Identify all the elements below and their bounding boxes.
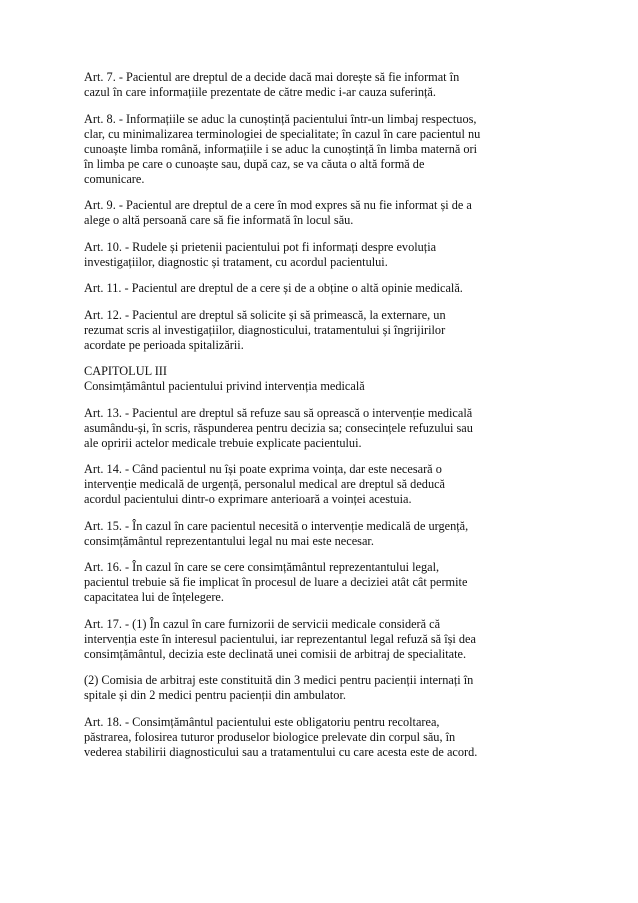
text-line: capacitatea lui de înțelegere.	[84, 590, 224, 604]
text-line: Art. 18. - Consimțământul pacientului este obligatoriu pentru recoltarea,	[84, 714, 440, 729]
text-line: Art. 14. - Când pacientul nu își poate exprima voința, dar este necesară o	[84, 462, 442, 476]
article-paragraph	[84, 715, 556, 760]
text-line: Consimțământul pacientului privind intervenția medicală	[84, 379, 365, 393]
text-line: Art. 15. - În cazul în care pacientul necesită o intervenție medicală de urgență,	[84, 518, 469, 533]
article-paragraph	[84, 308, 556, 353]
text-line: Art. 10. - Rudele și prietenii pacientului pot fi informați despre evoluția	[84, 239, 437, 254]
text-line: investigațiilor, diagnostic și tratament, cu acordul pacientului.	[84, 254, 388, 269]
text-line: CAPITOLUL III	[84, 364, 167, 378]
text-line: asumându-și, în scris, răspunderea pentru decizia sa; consecințele refuzului sau	[84, 420, 473, 435]
text-line: Art. 13. - Pacientul are dreptul să refuze sau să oprească o intervenție medicală	[84, 405, 473, 420]
text-line: cunoaște limba română, informațiile i se aduc la cunoștință în limba maternă ori	[84, 141, 478, 156]
text-line: (2) Comisia de arbitraj este constituită din 3 medici pentru pacienții internați în	[84, 673, 474, 687]
text-line: păstrarea, folosirea tuturor produselor biologice prelevate din corpul său, în	[84, 729, 456, 744]
text-line: Art. 7. - Pacientul are dreptul de a decide dacă mai dorește să fie informat în	[84, 70, 460, 84]
text-line: intervenție medicală de urgență, personalul medical are dreptul să deducă	[84, 477, 446, 491]
text-line: acordul pacientului dintr-o exprimare anterioară a voinței acestuia.	[84, 492, 412, 506]
text-line: Art. 11. - Pacientul are dreptul de a cere și de a obține o altă opinie medicală.	[84, 281, 463, 295]
article-paragraph	[84, 198, 556, 228]
text-line: vederea stabilirii diagnosticului sau a tratamentului cu care acesta este de acord.	[84, 744, 478, 759]
article-paragraph	[84, 560, 556, 605]
text-line: în limba pe care o cunoaște sau, după caz, se va căuta o altă formă de	[84, 156, 425, 171]
text-line: intervenția este în interesul pacientului, iar reprezentantul legal refuză să își dea	[84, 631, 476, 646]
article-paragraph	[84, 519, 556, 549]
article-paragraph	[84, 617, 556, 662]
text-line: Art. 17. - (1) În cazul în care furnizorii de servicii medicale consideră că	[84, 616, 441, 631]
document-body	[84, 70, 556, 771]
text-line: alege o altă persoană care să fie informată în locul său.	[84, 213, 354, 227]
text-line: spitale și din 2 medici pentru pacienții din ambulator.	[84, 688, 346, 702]
text-line: consimțământul reprezentantului legal nu mai este necesar.	[84, 533, 374, 548]
text-line: cazul în care informațiile prezentate de către medic i-ar cauza suferință.	[84, 85, 436, 99]
article-paragraph	[84, 281, 556, 296]
chapter-heading	[84, 364, 556, 394]
article-paragraph	[84, 673, 556, 703]
article-paragraph	[84, 112, 556, 187]
text-line: Art. 8. - Informațiile se aduc la cunoștință pacientului într-un limbaj respectuos,	[84, 111, 477, 126]
article-paragraph	[84, 70, 556, 100]
text-line: acordate pe perioada spitalizării.	[84, 337, 244, 352]
text-line: comunicare.	[84, 171, 145, 186]
text-line: Art. 9. - Pacientul are dreptul de a cere în mod expres să nu fie informat și de a	[84, 198, 472, 212]
article-paragraph	[84, 240, 556, 270]
text-line: rezumat scris al investigațiilor, diagnosticului, tratamentului și îngrijirilor	[84, 322, 446, 337]
text-line: ale opririi actelor medicale trebuie explicate pacientului.	[84, 435, 362, 450]
article-paragraph	[84, 406, 556, 451]
text-line: pacientul trebuie să fie implicat în procesul de luare a deciziei atât cât permite	[84, 575, 468, 589]
text-line: Art. 16. - În cazul în care se cere consimțământul reprezentantului legal,	[84, 560, 440, 574]
article-paragraph	[84, 462, 556, 507]
text-line: Art. 12. - Pacientul are dreptul să solicite și să primească, la externare, un	[84, 307, 446, 322]
text-line: clar, cu minimalizarea terminologiei de specialitate; în cazul în care pacientul nu	[84, 126, 481, 141]
text-line: consimțământul, decizia este declinată unei comisii de arbitraj de specialitate.	[84, 646, 467, 661]
